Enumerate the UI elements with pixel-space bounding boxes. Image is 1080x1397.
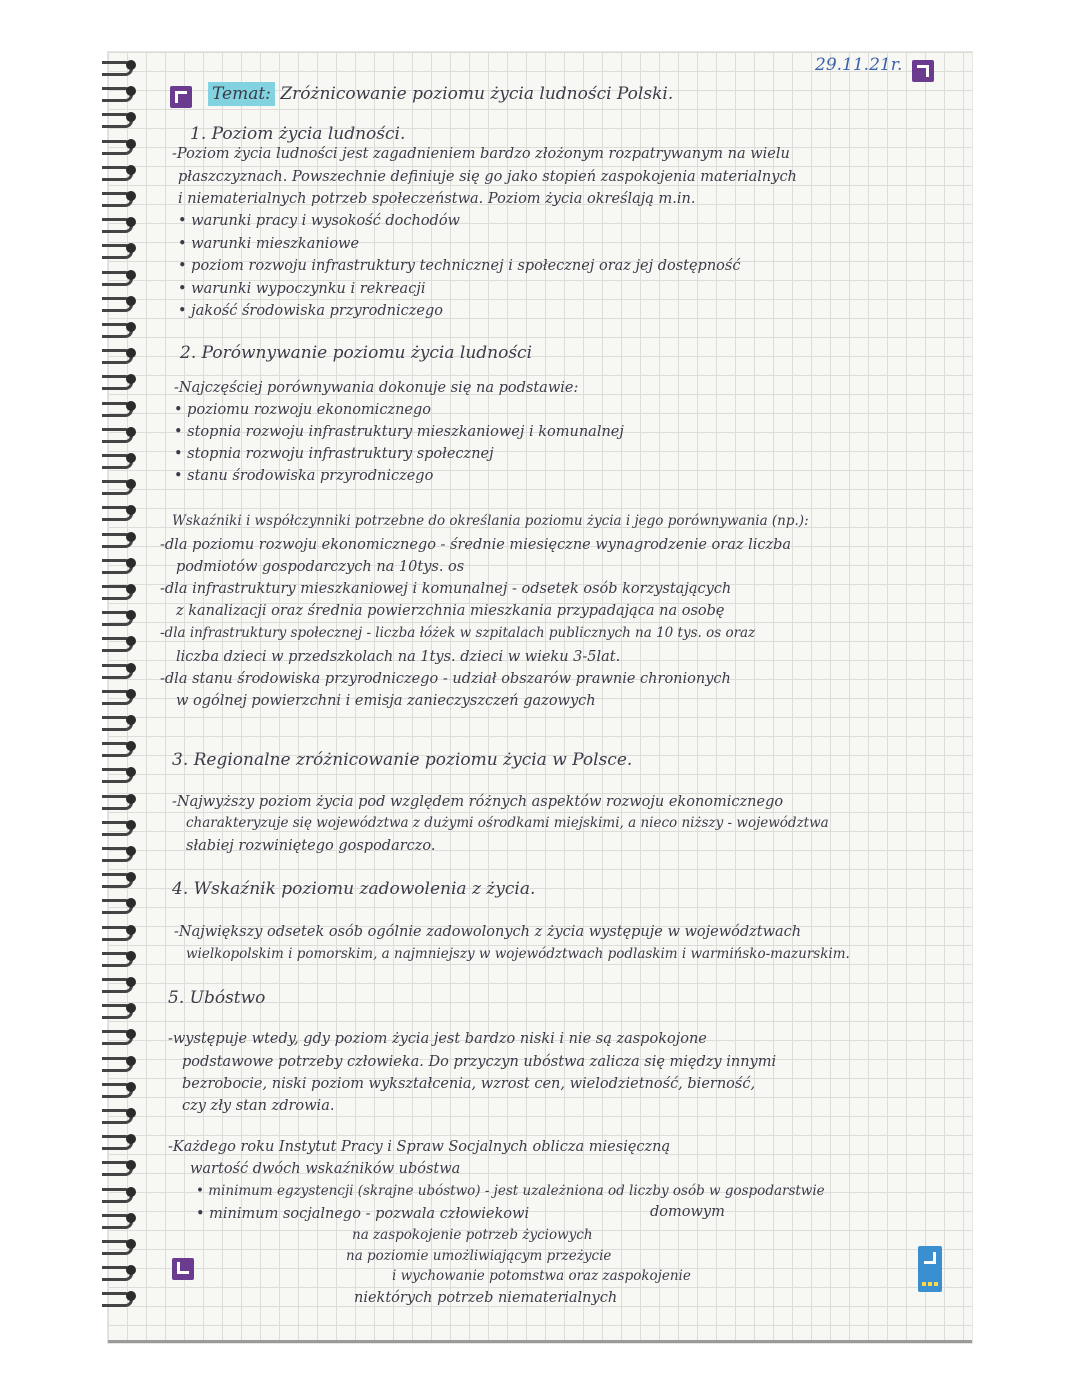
binding-hole xyxy=(126,296,136,306)
date: 29.11.21r. xyxy=(815,55,903,75)
binding-hole xyxy=(126,1082,136,1092)
spiral-ring xyxy=(102,477,142,491)
binding-hole xyxy=(126,479,136,489)
section-heading: 1. Poziom życia ludności. xyxy=(190,124,406,144)
spiral-ring xyxy=(102,1001,142,1015)
list-item: • stopnia rozwoju infrastruktury mieszkaniowej i komunalnej xyxy=(174,424,624,440)
spiral-binding xyxy=(100,58,148,1318)
text-line: na zaspokojenie potrzeb życiowych xyxy=(352,1227,593,1243)
binding-hole xyxy=(126,1108,136,1118)
binding-hole xyxy=(126,610,136,620)
binding-hole xyxy=(126,1029,136,1039)
binding-hole xyxy=(126,217,136,227)
spiral-ring xyxy=(102,556,142,570)
text-line: wielkopolskim i pomorskim, a najmniejszy w województwach podlaskim i warmińsko-mazurskim. xyxy=(186,946,850,962)
spiral-ring xyxy=(102,923,142,937)
text-line: bezrobocie, niski poziom wykształcenia, wzrost cen, wielodzietność, bierność, xyxy=(182,1076,756,1092)
text-line: -Największy odsetek osób ogólnie zadowolonych z życia występuje w województwach xyxy=(174,924,802,940)
text-line: -dla stanu środowiska przyrodniczego - udział obszarów prawnie chronionych xyxy=(160,671,731,687)
page-title xyxy=(208,86,673,103)
binding-hole xyxy=(126,139,136,149)
binding-hole xyxy=(126,1213,136,1223)
binding-hole xyxy=(126,951,136,961)
binding-hole xyxy=(126,1291,136,1301)
list-item: • warunki mieszkaniowe xyxy=(178,236,360,252)
spiral-ring xyxy=(102,1054,142,1068)
corner-marker-top-right-icon xyxy=(912,60,934,82)
binding-hole xyxy=(126,453,136,463)
binding-hole xyxy=(126,1134,136,1144)
binding-hole xyxy=(126,794,136,804)
list-item: • warunki pracy i wysokość dochodów xyxy=(178,213,460,229)
spiral-ring xyxy=(102,1158,142,1172)
text-line: i wychowanie potomstwa oraz zaspokojenie xyxy=(392,1268,691,1284)
binding-hole xyxy=(126,715,136,725)
text-line: domowym xyxy=(650,1204,725,1220)
text-line: niektórych potrzeb niematerialnych xyxy=(354,1290,618,1306)
spiral-ring xyxy=(102,241,142,255)
text-line: czy zły stan zdrowia. xyxy=(182,1098,335,1114)
spiral-ring xyxy=(102,1132,142,1146)
binding-hole xyxy=(126,636,136,646)
binding-hole xyxy=(126,427,136,437)
section-heading: 4. Wskaźnik poziomu zadowolenia z życia. xyxy=(172,879,536,899)
text-line: liczba dzieci w przedszkolach na 1tys. dzieci w wieku 3-5lat. xyxy=(176,649,621,665)
binding-hole xyxy=(126,401,136,411)
list-item: • stopnia rozwoju infrastruktury społecznej xyxy=(174,446,494,462)
text-line: płaszczyznach. Powszechnie definiuje się go jako stopień zaspokojenia materialnych xyxy=(178,169,797,185)
spiral-ring xyxy=(102,1106,142,1120)
list-item: • stanu środowiska przyrodniczego xyxy=(174,468,434,484)
text-line: z kanalizacji oraz średnia powierzchnia mieszkania przypadająca na osobę xyxy=(176,603,725,619)
text-line: -dla infrastruktury mieszkaniowej i komunalnej - odsetek osób korzystających xyxy=(160,581,732,597)
section-heading: 3. Regionalne zróżnicowanie poziomu życia w Polsce. xyxy=(172,750,633,770)
spiral-ring xyxy=(102,110,142,124)
section-heading: 2. Porównywanie poziomu życia ludności xyxy=(180,343,533,363)
corner-marker-top-left-icon xyxy=(170,86,192,108)
spiral-ring xyxy=(102,1027,142,1041)
binding-hole xyxy=(126,86,136,96)
binding-hole xyxy=(126,60,136,70)
spiral-ring xyxy=(102,84,142,98)
text-line: Wskaźniki i współczynniki potrzebne do określania poziomu życia i jego porównywania (np.): xyxy=(172,513,809,529)
title-label: Temat: xyxy=(208,82,275,106)
text-line: słabiej rozwiniętego gospodarczo. xyxy=(186,838,436,854)
binding-hole xyxy=(126,898,136,908)
spiral-ring xyxy=(102,634,142,648)
spiral-ring xyxy=(102,1080,142,1094)
list-item: • jakość środowiska przyrodniczego xyxy=(178,303,443,319)
binding-hole xyxy=(126,820,136,830)
text-line: -dla poziomu rozwoju ekonomicznego - średnie miesięczne wynagrodzenie oraz liczba xyxy=(160,537,792,553)
spiral-ring xyxy=(102,399,142,413)
text-line: na poziomie umożliwiającym przeżycie xyxy=(346,1248,612,1264)
spiral-ring xyxy=(102,792,142,806)
text-line: podmiotów gospodarczych na 10tys. os xyxy=(176,559,465,575)
binding-hole xyxy=(126,374,136,384)
text-line: podstawowe potrzeby człowieka. Do przyczyn ubóstwa zalicza się między innymi xyxy=(182,1054,777,1070)
spiral-ring xyxy=(102,713,142,727)
binding-hole xyxy=(126,558,136,568)
binding-hole xyxy=(126,322,136,332)
spiral-ring xyxy=(102,320,142,334)
spiral-ring xyxy=(102,975,142,989)
spiral-ring xyxy=(102,896,142,910)
binding-hole xyxy=(126,977,136,987)
list-item: • poziom rozwoju infrastruktury technicznej i społecznej oraz jej dostępność xyxy=(178,258,741,274)
binding-hole xyxy=(126,191,136,201)
binding-hole xyxy=(126,1239,136,1249)
binding-hole xyxy=(126,112,136,122)
spiral-ring xyxy=(102,661,142,675)
spiral-ring xyxy=(102,608,142,622)
spiral-ring xyxy=(102,739,142,753)
binding-hole xyxy=(126,243,136,253)
spiral-ring xyxy=(102,137,142,151)
text-line: -dla infrastruktury społecznej - liczba łóżek w szpitalach publicznych na 10 tys. os oraz xyxy=(160,625,756,641)
list-item: • warunki wypoczynku i rekreacji xyxy=(178,281,426,297)
spiral-ring xyxy=(102,503,142,517)
binding-hole xyxy=(126,1056,136,1066)
list-item: • minimum socjalnego - pozwala człowiekowi xyxy=(196,1206,530,1222)
corner-marker-bottom-left-icon xyxy=(172,1258,194,1280)
spiral-ring xyxy=(102,844,142,858)
spiral-ring xyxy=(102,530,142,544)
binding-hole xyxy=(126,584,136,594)
text-line: -Każdego roku Instytut Pracy i Spraw Socjalnych oblicza miesięczną xyxy=(168,1139,671,1155)
section-heading: 5. Ubóstwo xyxy=(168,988,266,1008)
binding-hole xyxy=(126,270,136,280)
spiral-ring xyxy=(102,451,142,465)
binding-hole xyxy=(126,505,136,515)
scan-marker-icon xyxy=(918,1246,942,1292)
binding-hole xyxy=(126,1187,136,1197)
text-line: -występuje wtedy, gdy poziom życia jest bardzo niski i nie są zaspokojone xyxy=(168,1031,707,1047)
binding-hole xyxy=(126,689,136,699)
binding-hole xyxy=(126,532,136,542)
spiral-ring xyxy=(102,189,142,203)
list-item: • minimum egzystencji (skrajne ubóstwo) - jest uzależniona od liczby osób w gospodarstwie xyxy=(196,1183,825,1199)
spiral-ring xyxy=(102,687,142,701)
text-line: -Najczęściej porównywania dokonuje się na podstawie: xyxy=(174,380,579,396)
text-line: w ogólnej powierzchni i emisja zanieczyszczeń gazowych xyxy=(176,693,596,709)
binding-hole xyxy=(126,767,136,777)
spiral-ring xyxy=(102,870,142,884)
spiral-ring xyxy=(102,1237,142,1251)
binding-hole xyxy=(126,925,136,935)
text-line: charakteryzuje się województwa z dużymi ośrodkami miejskimi, a nieco niższy - województwa xyxy=(186,815,829,831)
binding-hole xyxy=(126,1003,136,1013)
title-text: Zróżnicowanie poziomu życia ludności Polski. xyxy=(280,84,674,104)
binding-hole xyxy=(126,872,136,882)
spiral-ring xyxy=(102,1211,142,1225)
spiral-ring xyxy=(102,372,142,386)
spiral-ring xyxy=(102,425,142,439)
spiral-ring xyxy=(102,1289,142,1303)
text-line: -Poziom życia ludności jest zagadnieniem bardzo złożonym rozpatrywanym na wielu xyxy=(172,146,790,162)
spiral-ring xyxy=(102,582,142,596)
binding-hole xyxy=(126,846,136,856)
spiral-ring xyxy=(102,765,142,779)
spiral-ring xyxy=(102,215,142,229)
binding-hole xyxy=(126,1265,136,1275)
text-line: wartość dwóch wskaźników ubóstwa xyxy=(190,1161,461,1177)
spiral-ring xyxy=(102,294,142,308)
spiral-ring xyxy=(102,1185,142,1199)
text-line: i niematerialnych potrzeb społeczeństwa. Poziom życia określają m.in. xyxy=(178,191,696,207)
spiral-ring xyxy=(102,1263,142,1277)
spiral-ring xyxy=(102,163,142,177)
binding-hole xyxy=(126,741,136,751)
binding-hole xyxy=(126,663,136,673)
text-line: -Najwyższy poziom życia pod względem różnych aspektów rozwoju ekonomicznego xyxy=(172,794,784,810)
spiral-ring xyxy=(102,268,142,282)
list-item: • poziomu rozwoju ekonomicznego xyxy=(174,402,432,418)
spiral-ring xyxy=(102,818,142,832)
spiral-ring xyxy=(102,58,142,72)
binding-hole xyxy=(126,1160,136,1170)
spiral-ring xyxy=(102,949,142,963)
binding-hole xyxy=(126,165,136,175)
binding-hole xyxy=(126,348,136,358)
spiral-ring xyxy=(102,346,142,360)
